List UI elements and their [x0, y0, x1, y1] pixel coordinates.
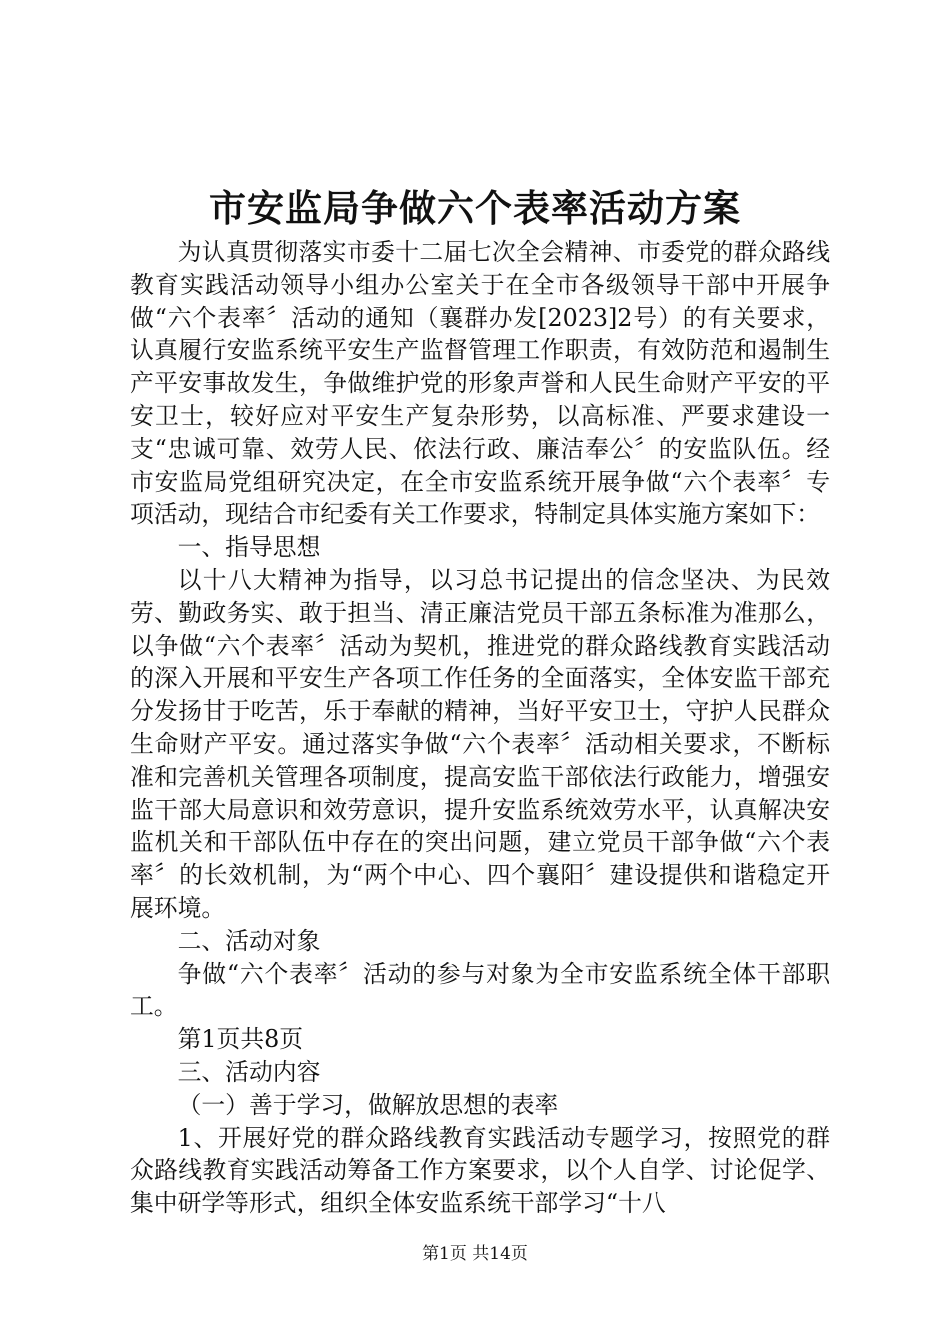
- activity-target-paragraph: 争做“六个表率〞活动的参与对象为全市安监系统全体干部职工。: [130, 959, 830, 1021]
- intro-paragraph: 为认真贯彻落实市委十二届七次全会精神、市委党的群众路线教育实践活动领导小组办公室关于在全市各级领导干部中开展争做“六个表率〞活动的通知（襄群办发[2023]2号）的有关要求，认真履行安监系统平安生产监督管理工作职责，有效防范和遏制生产平安事故发生，争做维护党的形象声誉和人民生命财产平安的平安卫士，较好应对平安生产复杂形势，以高标准、严要求建设一支“忠诚可靠、效劳人民、依法行政、廉洁奉公〞的安监队伍。经市安监局党组研究决定，在全市安监系统开展争做“六个表率〞专项活动，现结合市纪委有关工作要求，特制定具体实施方案如下：: [130, 238, 830, 529]
- document-title: 市安监局争做六个表率活动方案: [209, 186, 741, 230]
- section-heading-guiding-ideology: 一、指导思想: [177, 533, 321, 562]
- page-footer: 第1页 共14页: [422, 1244, 528, 1264]
- subsection-heading-learning: （一）善于学习，做解放思想的表率: [177, 1090, 559, 1119]
- section-heading-activity-content: 三、活动内容: [177, 1057, 321, 1086]
- guiding-ideology-paragraph: 以十八大精神为指导，以习总书记提出的信念坚决、为民效劳、勤政务实、敢于担当、清正廉洁党员干部五条标准为准那么，以争做“六个表率〞活动为契机，推进党的群众路线教育实践活动的深入开展和平安生产各项工作任务的全面落实，全体安监干部充分发扬甘于吃苦，乐于奉献的精神，当好平安卫士，守护人民群众生命财产平安。通过落实争做“六个表率〞活动相关要求，不断标准和完善机关管理各项制度，提高安监干部依法行政能力，增强安监干部大局意识和效劳意识，提升安监系统效劳水平，认真解决安监机关和干部队伍中存在的突出问题，建立党员干部争做“六个表率〞的长效机制，为“两个中心、四个襄阳〞建设提供和谐稳定开展环境。: [130, 565, 830, 922]
- section-heading-activity-target: 二、活动对象: [177, 926, 321, 955]
- document-body: [130, 236, 830, 1220]
- inline-page-marker: 第1页共8页: [177, 1025, 304, 1054]
- item-1-paragraph: 1、开展好党的群众路线教育实践活动专题学习，按照党的群众路线教育实践活动筹备工作方案要求，以个人自学、讨论促学、集中研学等形式，组织全体安监系统干部学习“十八: [130, 1123, 830, 1218]
